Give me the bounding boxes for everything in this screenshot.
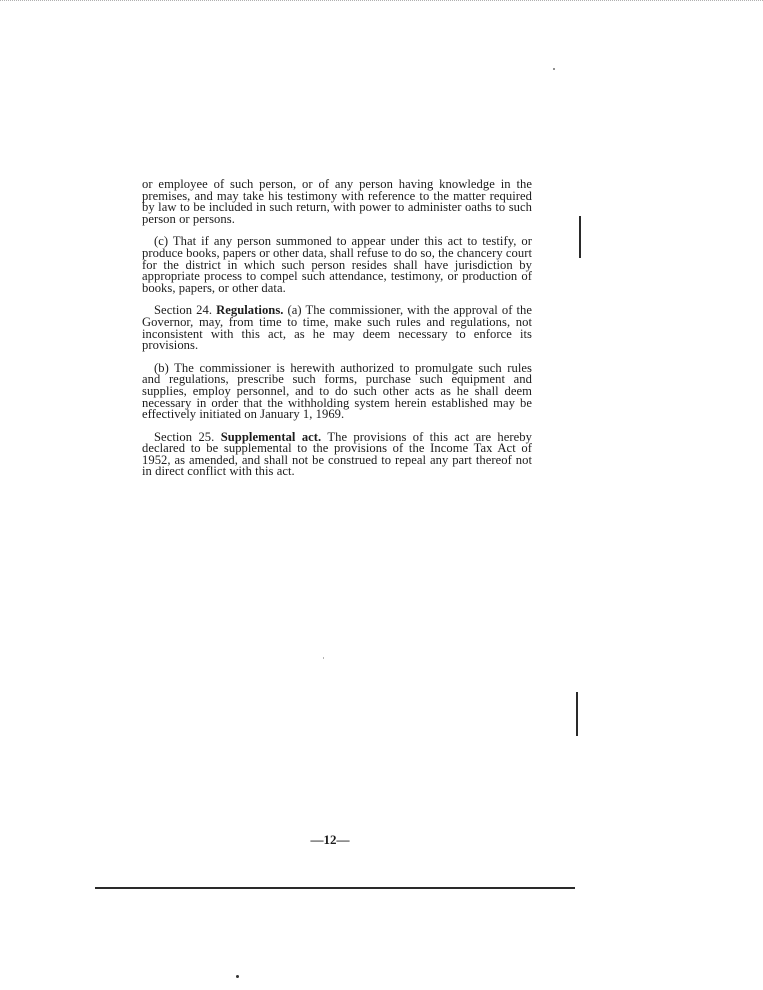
bottom-rule xyxy=(95,887,575,889)
body-text xyxy=(142,179,532,489)
margin-revision-mark-upper xyxy=(579,216,581,258)
paragraph-2-text: (c) That if any person summoned to appear under this act to testify, or produce books, papers or other data, shall refuse to do so, the chancery court for the district in which such person resides shall have jurisdiction by appropriate process to compel such attendance, testimony, or production of books, papers, or other data. xyxy=(142,234,532,295)
section-25-heading: Supplemental act. xyxy=(220,429,322,444)
paragraph-4-text: (b) The commissioner is herewith authorized to promulgate such rules and regulations, prescribe such forms, purchase such equipment and supplies, employ personnel, and to do such other acts as he shall deem necessary in order that the withholding system herein established may be effectively initiated on January 1, 1969. xyxy=(142,360,532,422)
paragraph-section-24 xyxy=(142,305,532,351)
page-number: —12— xyxy=(310,832,350,847)
section-24-heading: Regulations. xyxy=(216,303,284,318)
scan-speck xyxy=(236,975,239,978)
paragraph-section-25 xyxy=(142,429,532,479)
margin-revision-mark-lower xyxy=(576,692,578,736)
scan-speck xyxy=(553,68,555,70)
scan-speck xyxy=(323,657,324,659)
section-25-label: Section 25. xyxy=(154,429,221,444)
scan-top-edge xyxy=(0,0,763,9)
paragraph-1 xyxy=(142,179,532,225)
section-25-text: The provisions of this act are hereby declared to be supplemental to the provisions of the Income Tax Act of 1952, as amended, and shall not be construed to repeal any part thereof not in direct conflict with this act. xyxy=(142,429,532,479)
section-24-text: (a) The commissioner, with the approval of the Governor, may, from time to time, make such rules and regulations, not inconsistent with this act, as he may deem necessary to enforce its provisions. xyxy=(142,303,532,353)
paragraph-1-text: or employee of such person, or of any person having knowledge in the premises, and may take his testimony with reference to the matter required by law to be included in such return, with power to administer oaths to such person or persons. xyxy=(142,177,532,226)
paragraph-4 xyxy=(142,360,532,422)
paragraph-2 xyxy=(142,236,532,294)
section-24-label: Section 24. xyxy=(154,303,217,318)
